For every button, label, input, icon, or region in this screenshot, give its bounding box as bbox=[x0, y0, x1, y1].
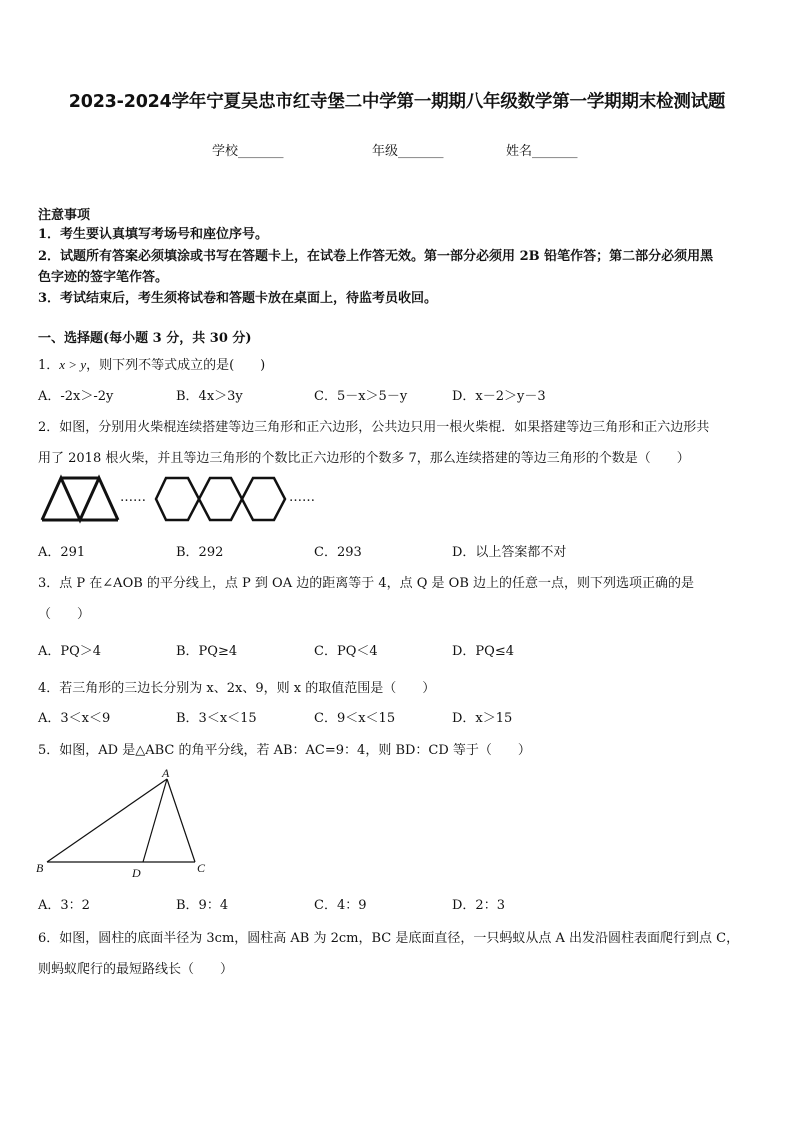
label-b: B bbox=[36, 861, 44, 875]
q3-stem-line2: （ ） bbox=[38, 607, 91, 622]
q1-number: 1． bbox=[38, 358, 60, 373]
q1-option-b: B．4x＞3y bbox=[176, 389, 243, 404]
q4-stem: 4．若三角形的三边长分别为 x、2x、9，则 x 的取值范围是（ ） bbox=[38, 681, 436, 696]
q5-option-b: B．9：4 bbox=[176, 898, 229, 913]
q3-option-d: D．PQ≤4 bbox=[452, 644, 514, 659]
note-1: 1．考生要认真填写考场号和座位序号。 bbox=[38, 227, 269, 242]
q5-option-a: A．3：2 bbox=[38, 898, 90, 913]
q6-stem-line1: 6．如图，圆柱的底面半径为 3cm，圆柱高 AB 为 2cm，BC 是底面直径，一只蚂蚁从点 A 出发沿圆柱表面爬行到点 C， bbox=[38, 931, 740, 946]
notes-heading: 注意事项 bbox=[38, 208, 91, 223]
q4-option-d: D．x＞15 bbox=[452, 711, 513, 726]
q4-option-a: A．3＜x＜9 bbox=[38, 711, 111, 726]
name-field: 姓名_______ bbox=[506, 144, 578, 159]
q3-option-c: C．PQ＜4 bbox=[314, 644, 378, 659]
q1-option-c: C．5－x＞5－y bbox=[314, 389, 408, 404]
grade-field: 年级_______ bbox=[372, 144, 444, 159]
school-field: 学校_______ bbox=[212, 144, 284, 159]
label-a: A bbox=[162, 766, 170, 780]
q2-stem-line1: 2．如图，分别用火柴棍连续搭建等边三角形和正六边形，公共边只用一根火柴棍．如果搭建等边三角形和正六边形共 bbox=[38, 420, 710, 435]
q6-stem-line2: 则蚂蚁爬行的最短路线长（ ） bbox=[38, 962, 234, 977]
q5-stem: 5．如图，AD 是△ABC 的角平分线，若 AB：AC=9：4，则 BD：CD 等于（ ） bbox=[38, 743, 531, 758]
q3-stem-line1: 3．点 P 在∠AOB 的平分线上，点 P 到 OA 边的距离等于 4，点 Q 是 OB 边上的任意一点，则下列选项正确的是 bbox=[38, 576, 695, 591]
q1-option-a: A．-2x＞-2y bbox=[38, 389, 114, 404]
section-heading: 一、选择题(每小题 3 分，共 30 分) bbox=[38, 331, 252, 346]
q4-option-b: B．3＜x＜15 bbox=[176, 711, 257, 726]
q3-option-b: B．PQ≥4 bbox=[176, 644, 238, 659]
q2-option-a: A．291 bbox=[38, 545, 86, 560]
q5-option-c: C．4：9 bbox=[314, 898, 367, 913]
q1-option-d: D．x－2＞y－3 bbox=[452, 389, 546, 404]
q2-dots-2: …… bbox=[289, 490, 315, 505]
page-title: 2023-2024学年宁夏吴忠市红寺堡二中学第一期期八年级数学第一学期期末检测试题 bbox=[68, 92, 726, 112]
label-c: C bbox=[197, 861, 206, 875]
q2-stem-line2: 用了 2018 根火柴，并且等边三角形的个数比正六边形的个数多 7，那么连续搭建的等边三角形的个数是（ ） bbox=[38, 451, 690, 466]
question-1 bbox=[38, 354, 265, 373]
hexagon-chain bbox=[156, 478, 285, 520]
q2-option-b: B．292 bbox=[176, 545, 224, 560]
q1-stem: ，则下列不等式成立的是( ) bbox=[86, 358, 266, 373]
q2-option-c: C．293 bbox=[314, 545, 362, 560]
note-2-cont: 色字迹的签字笔作答。 bbox=[38, 270, 169, 285]
note-3: 3．考试结束后，考生须将试卷和答题卡放在桌面上，待监考员收回。 bbox=[38, 291, 438, 306]
q2-dots-1: …… bbox=[120, 490, 146, 505]
q4-option-c: C．9＜x＜15 bbox=[314, 711, 396, 726]
label-d: D bbox=[132, 866, 141, 880]
triangle-chain bbox=[42, 478, 118, 520]
q5-option-d: D．2：3 bbox=[452, 898, 505, 913]
q2-option-d: D．以上答案都不对 bbox=[452, 545, 567, 560]
q1-expression: x > y bbox=[59, 357, 87, 372]
q5-triangle-figure bbox=[32, 764, 222, 884]
q2-figure bbox=[38, 470, 328, 532]
note-2: 2．试题所有答案必须填涂或书写在答题卡上，在试卷上作答无效。第一部分必须用 2B 铅笔作答；第二部分必须用黑 bbox=[38, 249, 714, 264]
q3-option-a: A．PQ＞4 bbox=[38, 644, 102, 659]
